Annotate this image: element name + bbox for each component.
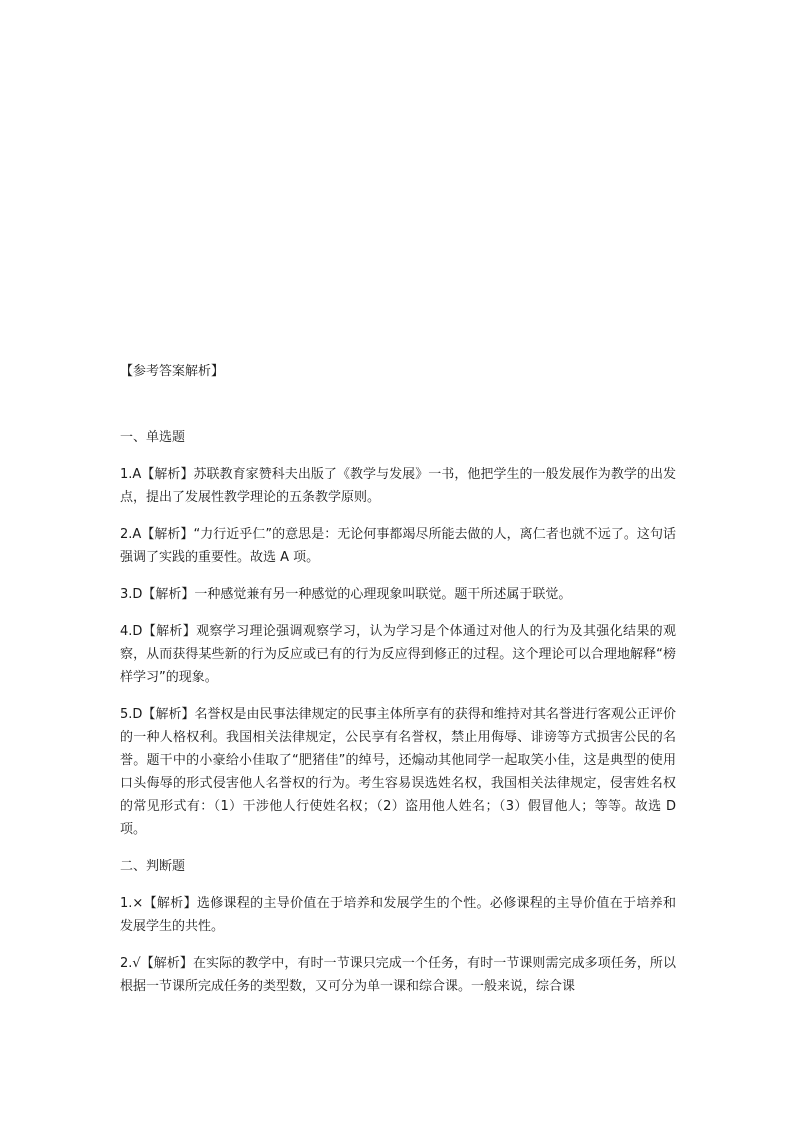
section-true-false [120,855,676,998]
answer-item: 1.×【解析】选修课程的主导价值在于培养和发展学生的个性。必修课程的主导价值在于培养和发展学生的共性。 [120,896,676,934]
answer-item: 2.A【解析】“力行近乎仁”的意思是：无论何事都竭尽所能去做的人，离仁者也就不远了。这句话强调了实践的重要性。故选 A 项。 [120,527,676,565]
section-title: 二、判断题 [120,859,186,874]
section-single-choice [120,426,676,841]
answer-item: 4.D【解析】观察学习理论强调观察学习，认为学习是个体通过对他人的行为及其强化结果的观察，从而获得某些新的行为反应或已有的行为反应得到修正的过程。这个理论可以合理地解释“榜样学习”的现象。 [120,624,676,685]
document-heading: 【参考答案解析】 [120,364,225,379]
answer-item: 2.√【解析】在实际的教学中，有时一节课只完成一个任务，有时一节课则需完成多项任务，所以根据一节课所完成任务的类型数，又可分为单一课和综合课。一般来说，综合课 [120,956,676,994]
answer-document [120,360,676,1012]
answer-item: 3.D【解析】一种感觉兼有另一种感觉的心理现象叫联觉。题干所述属于联觉。 [120,587,572,602]
answer-item: 5.D【解析】名誉权是由民事法律规定的民事主体所享有的获得和维持对其名誉进行客观公正评价的一种人格权利。我国相关法律规定，公民享有名誉权，禁止用侮辱、诽谤等方式损害公民的名誉。题干中的小豪给小佳取了“肥猪佳”的绰号，还煽动其他同学一起取笑小佳，这是典型的使用口头侮辱的形式侵害他人名誉权的行为。考生容易误选姓名权，我国相关法律规定，侵害姓名权的常见形式有：（1）干涉他人行使姓名权；（2）盗用他人姓名；（3）假冒他人；等等。故选 D 项。 [120,707,676,837]
section-title: 一、单选题 [120,430,186,445]
answer-item: 1.A【解析】苏联教育家赞科夫出版了《教学与发展》一书，他把学生的一般发展作为教学的出发点，提出了发展性教学理论的五条教学原则。 [120,467,676,505]
